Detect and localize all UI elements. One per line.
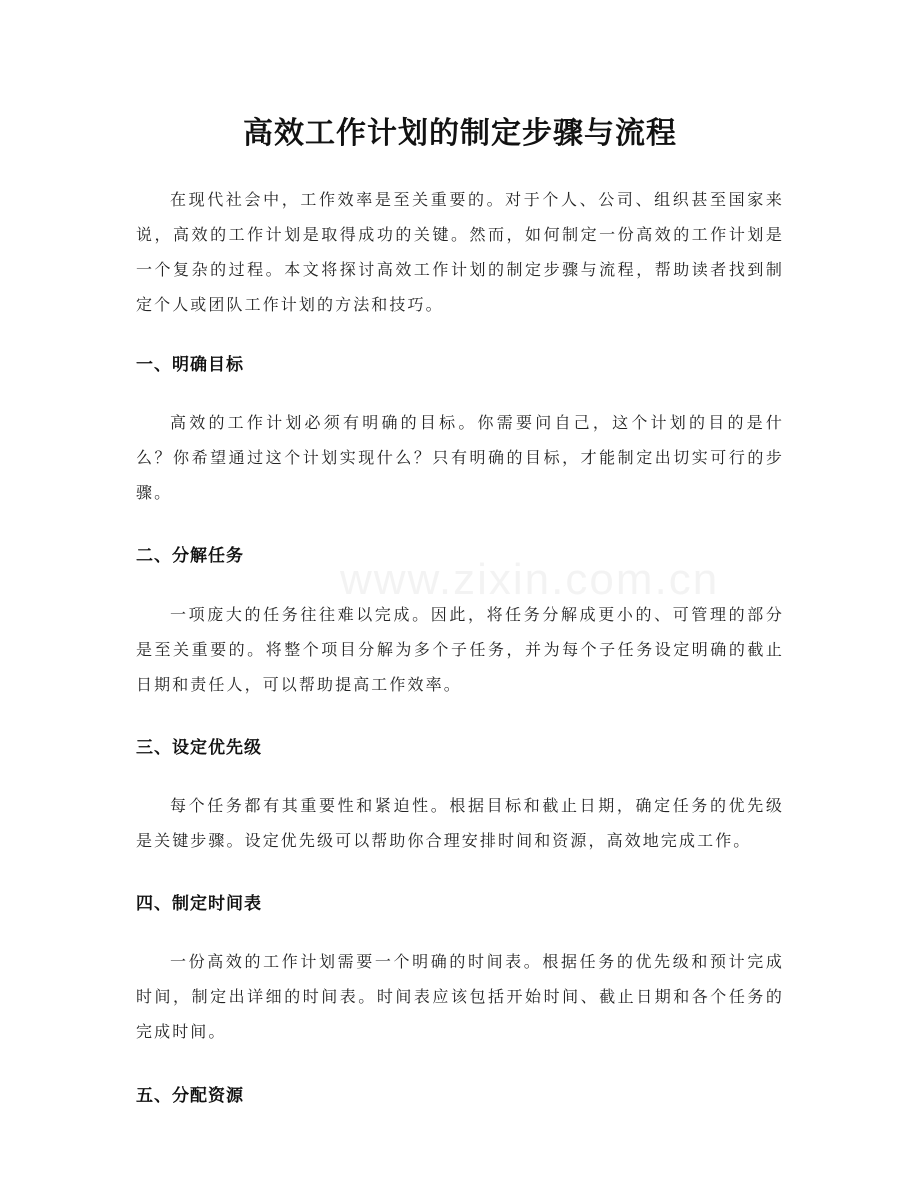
section-heading-goals: 一、明确目标 <box>136 355 244 375</box>
section-heading-decompose: 二、分解任务 <box>136 546 244 566</box>
section-body-priority: 每个任务都有其重要性和紧迫性。根据目标和截止日期，确定任务的优先级是关键步骤。设定优先级可以帮助你合理安排时间和资源，高效地完成工作。 <box>136 796 784 850</box>
section-heading-schedule: 四、制定时间表 <box>136 894 262 914</box>
section-heading-priority: 三、设定优先级 <box>136 738 262 758</box>
intro-paragraph: 在现代社会中，工作效率是至关重要的。对于个人、公司、组织甚至国家来说，高效的工作计划是取得成功的关键。然而，如何制定一份高效的工作计划是一个复杂的过程。本文将探讨高效工作计划的制定步骤与流程，帮助读者找到制定个人或团队工作计划的方法和技巧。 <box>136 190 784 314</box>
section-body-schedule: 一份高效的工作计划需要一个明确的时间表。根据任务的优先级和预计完成时间，制定出详细的时间表。时间表应该包括开始时间、截止日期和各个任务的完成时间。 <box>136 952 784 1041</box>
section-heading-resources: 五、分配资源 <box>136 1086 244 1106</box>
watermark: www.zixin.com.cn <box>340 555 720 604</box>
section-body-decompose: 一项庞大的任务往往难以完成。因此，将任务分解成更小的、可管理的部分是至关重要的。将整个项目分解为多个子任务，并为每个子任务设定明确的截止日期和责任人，可以帮助提高工作效率。 <box>136 605 784 694</box>
section-body-goals: 高效的工作计划必须有明确的目标。你需要问自己，这个计划的目的是什么？你希望通过这个计划实现什么？只有明确的目标，才能制定出切实可行的步骤。 <box>136 413 784 502</box>
document-title: 高效工作计划的制定步骤与流程 <box>243 116 677 151</box>
